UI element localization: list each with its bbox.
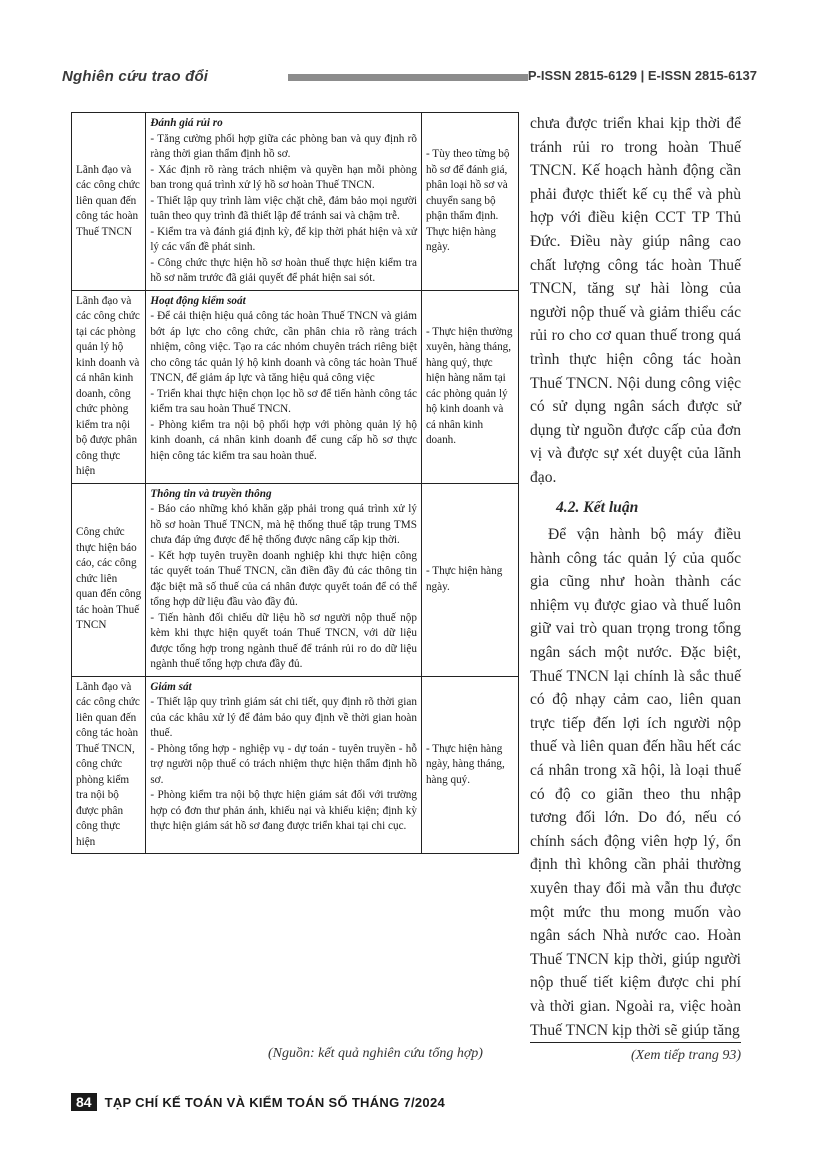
content-cell <box>146 113 422 291</box>
table-source: (Nguồn: kết quả nghiên cứu tổng hợp) <box>268 1046 483 1061</box>
right-column <box>530 112 741 1042</box>
content-item: - Triển khai thực hiện chọn lọc hồ sơ để tiến hành công tác kiểm tra sau hoàn Thuế TNCN. <box>150 387 417 415</box>
header-rule <box>288 74 528 81</box>
content-item: - Phòng kiểm tra nội bộ phối hợp với phòng quản lý hộ kinh doanh, cá nhân kinh doanh để cung cấp hồ sơ thực hiện công tác kiểm tra sau hoàn thuế. <box>150 418 417 462</box>
component-title: Thông tin và truyền thông <box>150 487 272 500</box>
timing-cell: - Tùy theo từng bộ hồ sơ để đánh giá, phân loại hồ sơ và chuyển sang bộ phận thẩm định. Thực hiện hàng ngày. <box>421 113 518 291</box>
content-cell <box>146 483 422 676</box>
table-row <box>72 483 519 676</box>
journal-title: TẠP CHÍ KẾ TOÁN VÀ KIỂM TOÁN SỐ THÁNG 7/2024 <box>104 1094 446 1110</box>
section-label: Nghiên cứu trao đổi <box>62 68 209 85</box>
content-item: - Kết hợp tuyên truyền doanh nghiệp khi thực hiện công tác quyết toán Thuế TNCN, cần điền đầy đủ các thông tin đặc biệt mã số thuế của cá nhân được quyết toán để có thể tổng hợp dữ liệu đầu vào đầy đủ. <box>150 549 417 608</box>
body-paragraph: Để vận hành bộ máy điều hành công tác quản lý của quốc gia cũng như hoàn thành các nhiệm vụ được giao và thuế luôn giữ vai trò quan trọng trong tổng ngân sách một nước. Đặc biệt, Thuế TNCN lại chính là sắc thuế có độ nhạy cảm cao, liên quan trực tiếp đến lợi ích người nộp thuế và liên quan đến hầu hết các cá nhân trong xã hội, là loại thuế có độ co giãn theo thu nhập tương đối lớn. Do đó, nếu có chính sách động viên hợp lý, ổn định thì không cần phải thường xuyên thay đổi mà vẫn thu được một mức thu mong muốn vào ngân sách Nhà nước cao. Hoàn Thuế TNCN kịp thời, giúp người nộp thuế tiết kiệm được chi phí và thời gian. Ngoài ra, việc hoàn Thuế TNCN kịp thời sẽ giúp tăng <box>530 526 741 1039</box>
timing-cell: - Thực hiện hàng ngày. <box>421 483 518 676</box>
page-number: 84 <box>71 1093 97 1111</box>
content-item: - Tiến hành đối chiếu dữ liệu hồ sơ người nộp thuế nộp kèm khi thực hiện quyết toán Thuế TNCN, với dữ liệu được tổng hợp trong ngành thuế để tránh rủi ro do dữ liệu ngành thuế tổng hợp chưa đầy đủ. <box>150 611 417 670</box>
table-row <box>72 113 519 291</box>
content-item: - Báo cáo những khó khăn gặp phải trong quá trình xử lý hồ sơ hoàn Thuế TNCN, mà hệ thống thuế tập trung TMS chưa đáp ứng được để hệ thống được nâng cấp kịp thời. <box>150 503 417 546</box>
timing-cell: - Thực hiện thường xuyên, hàng tháng, hàng quý, thực hiện hàng năm tại các phòng quản lý hộ kinh doanh và cá nhân kinh doanh. <box>421 290 518 483</box>
responsible-cell: Công chức thực hiện báo cáo, các công chức liên quan đến công tác hoàn Thuế TNCN <box>72 483 146 676</box>
evaluation-table <box>71 112 519 854</box>
responsible-cell: Lãnh đạo và các công chức tại các phòng quản lý hộ kinh doanh và cá nhân kinh doanh, công chức phòng kiểm tra nội bộ được phân công thực hiện <box>72 290 146 483</box>
table-row <box>72 290 519 483</box>
content-item: - Phòng tổng hợp - nghiệp vụ - dự toán - tuyên truyền - hỗ trợ người nộp thuế có trách nhiệm thực hiện thẩm định hồ sơ. <box>150 742 417 786</box>
issn-label: P-ISSN 2815-6129 | E-ISSN 2815-6137 <box>527 68 757 83</box>
evaluation-table-wrap <box>71 112 519 854</box>
content-item: - Phòng kiểm tra nội bộ thực hiện giám sát đối với trường hợp có đơn thư phản ánh, khiếu nại và khiếu kiện; định kỳ thực hiện giám sát hồ sơ đang được triển khai tại chi cục. <box>150 789 417 832</box>
content-item: - Tăng cường phối hợp giữa các phòng ban và quy định rõ ràng thời gian thẩm định hồ sơ. <box>150 132 417 160</box>
content-item: - Công chức thực hiện hồ sơ hoàn thuế thực hiện kiểm tra hồ sơ năm trước đã giải quyết để phát hiện sai sót. <box>150 256 417 284</box>
continued-note: (Xem tiếp trang 93) <box>630 1048 741 1063</box>
timing-cell: - Thực hiện hàng ngày, hàng tháng, hàng quý. <box>421 676 518 854</box>
content-item: - Thiết lập quy trình làm việc chặt chẽ, đảm bảo mọi người tuân theo quy trình đã thiết lập để tránh sai và chậm trễ. <box>150 194 417 222</box>
content-item: - Để cải thiện hiệu quả công tác hoàn Thuế TNCN và giảm bớt áp lực cho công chức, cần phân chia rõ ràng trách nhiệm, công việc. Tạo ra các nhóm chuyên trách riêng biệt cho công tác quản lý hộ kinh doanh và công tác hoàn Thuế TNCN, để giảm áp lực và tăng hiệu quả công việc <box>150 310 417 384</box>
content-item: - Thiết lập quy trình giám sát chi tiết, quy định rõ thời gian của các khâu xử lý để đảm bảo quy định về thời gian hoàn thuế. <box>150 696 417 739</box>
component-title: Hoạt động kiểm soát <box>150 294 246 307</box>
section-subheading: 4.2. Kết luận <box>556 498 639 516</box>
continued-rule <box>530 1042 741 1043</box>
content-cell <box>146 676 422 854</box>
component-title: Đánh giá rủi ro <box>150 117 223 129</box>
responsible-cell: Lãnh đạo và các công chức liên quan đến công tác hoàn Thuế TNCN, công chức phòng kiểm tra nội bộ được phân công thực hiện <box>72 676 146 854</box>
content-item: - Kiểm tra và đánh giá định kỳ, để kịp thời phát hiện và xử lý các vấn đề phát sinh. <box>150 225 417 253</box>
body-paragraph: chưa được triển khai kịp thời để tránh rủi ro trong hoàn Thuế TNCN. Kế hoạch hành động cần phải được thiết kế cụ thể và phù hợp với điều kiện CCT TP Thủ Đức. Điều này giúp nâng cao chất lượng công tác hoàn Thuế TNCN, tăng sự hài lòng của người nộp thuế và giảm thiểu các rủi ro cho cơ quan thuế trong quá trình thực hiện công tác hoàn Thuế TNCN. Nội dung công việc có sử dụng ngân sách được sử dụng từ nguồn được cấp của đơn vị và được sự xét duyệt của lãnh đạo. <box>530 115 741 486</box>
content-item: - Xác định rõ ràng trách nhiệm và quyền hạn mỗi phòng ban trong quá trình xử lý hồ sơ hoàn Thuế TNCN. <box>150 163 417 191</box>
responsible-cell: Lãnh đạo và các công chức liên quan đến công tác hoàn Thuế TNCN <box>72 113 146 291</box>
page-footer <box>71 1093 445 1111</box>
component-title: Giám sát <box>150 680 192 693</box>
content-cell <box>146 290 422 483</box>
table-body <box>72 113 519 854</box>
table-row <box>72 676 519 854</box>
